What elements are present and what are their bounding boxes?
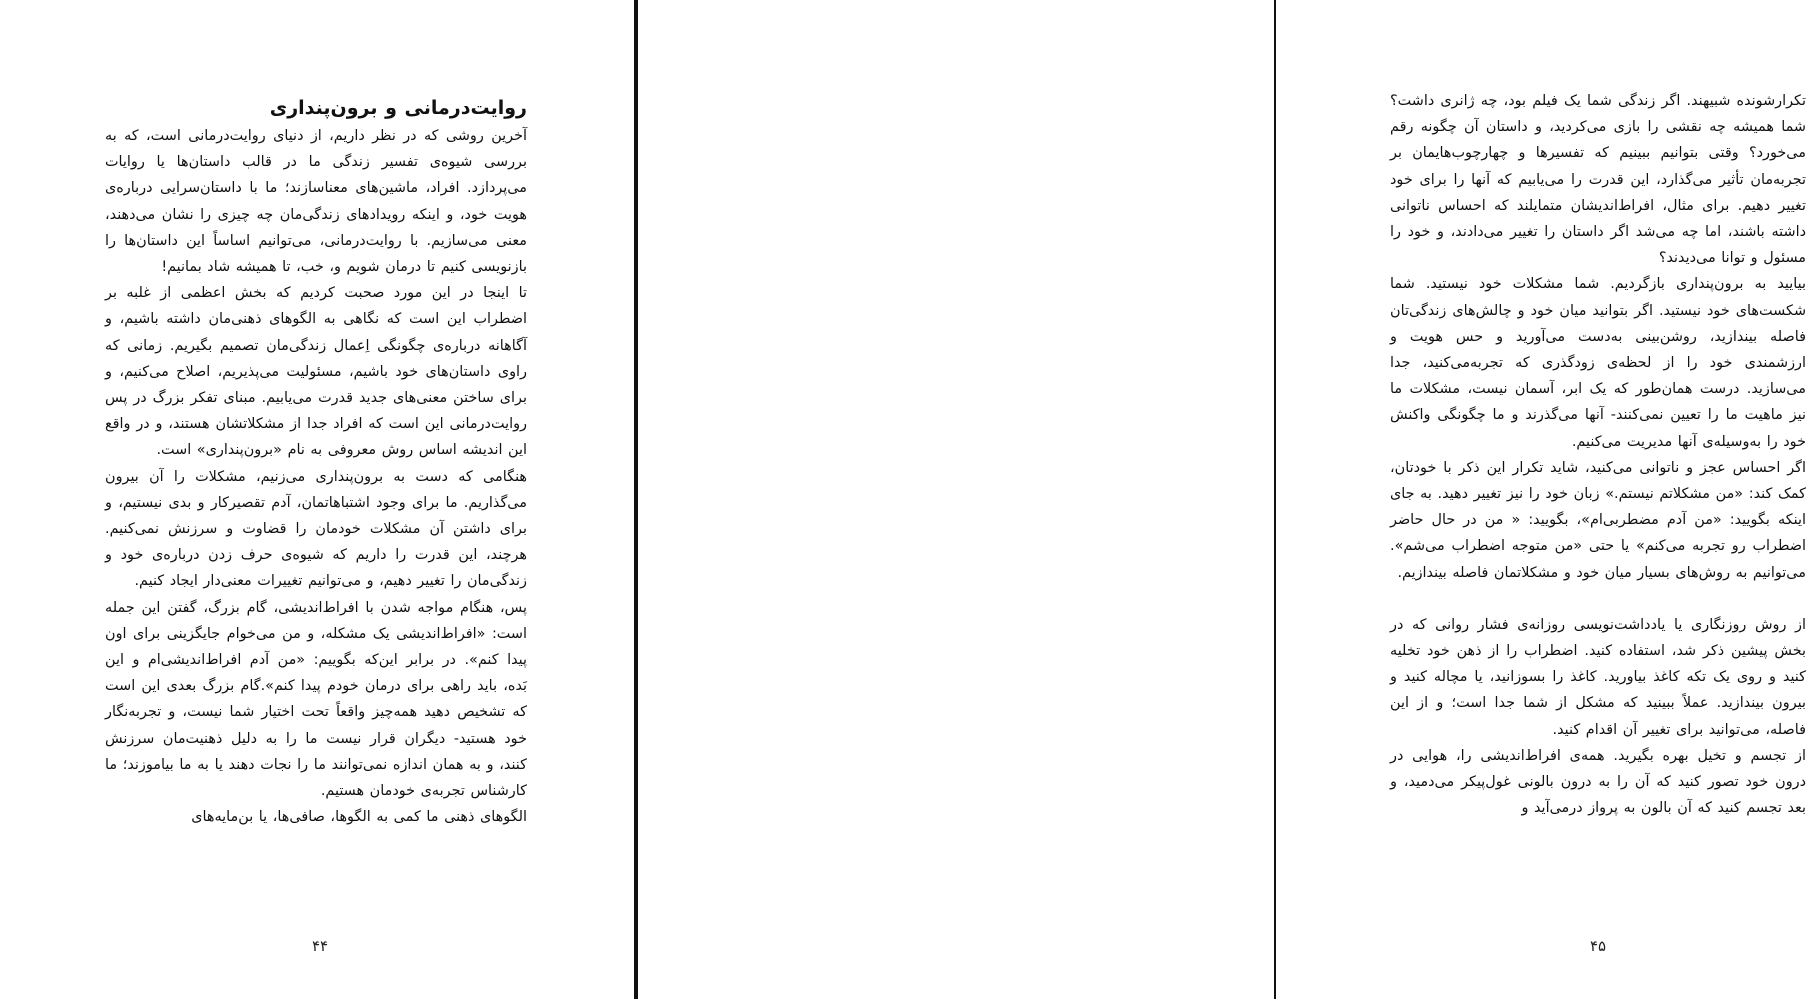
paragraph: تکرارشونده شبیهند. اگر زندگی شما یک فیلم بود، چه ژانری داشت؟ شما همیشه چه نقشی را بازی می‌کردید، و داستان آن چگونه رقم می‌خورد؟ وقتی بتوانیم ببینیم که تفسیرها و چهارچوب‌هایمان بر تجربه‌مان تأثیر می‌گذارد، این قدرت را می‌یابیم که آنها را برای خود تغییر دهیم. برای مثال، افراط‌اندیشان متمایلند که احساس ناتوانی داشته باشند، اما چه می‌شد اگر داستان را تغییر می‌دادند، و خود را مسئول و توانا می‌دیدند؟: [1390, 93, 1806, 267]
page-number: ۴۵: [1589, 937, 1607, 955]
paragraph: پس، هنگام مواجه شدن با افراط‌اندیشی، گام بزرگ، گفتن این جمله است: «افراط‌اندیشی یک مشکله، و من می‌خوام جایگزینی برای اون پیدا کنم». در برابر این‌که بگوییم: «من آدم افراط‌اندیشی‌ام و این بَده، باید راهی برای درمان خودم پیدا کنم».گام بزرگ بعدی این است که تشخیص دهید همه‌چیز واقعاً تحت اختیار شما نیست، و تجربه‌نگار خود هستید- دیگران قرار نیست ما را به دلیل ذهنیت‌مان سرزنش کنند، و به همان اندازه نمی‌توانند ما را نجات دهند یا به ما بیاموزند؛ ما کارشناس تجربه‌ی خودمان هستیم.: [105, 599, 527, 800]
right-page: [638, 0, 1806, 999]
page-number: ۴۴: [311, 937, 329, 955]
right-page-body: [1390, 88, 1806, 821]
paragraph: از روش روزنگاری یا یادداشت‌نویسی روزانه‌ی فشار روانی که در بخش پیشین ذکر شد، استفاده کنید. اضطراب را از ذهن خود تخلیه کنید و روی یک تکه کاغذ بیاورید. کاغذ را بسوزانید، یا مچاله کنید و بیرون بیندازید. عملاً ببینید که مشکل از شما جدا است؛ و از این فاصله، می‌توانید برای تغییر آن اقدام کنید.: [1390, 616, 1806, 738]
paragraph: از تجسم و تخیل بهره بگیرید. همه‌ی افراط‌اندیشی را، هوایی در درون خود تصور کنید که آن را به درون بالونی غول‌پیکر می‌دمید، و بعد تجسم کنید که آن بالون به پرواز درمی‌آید و: [1390, 747, 1806, 817]
paragraph: الگوهای ذهنی ما کمی به الگوها، صافی‌ها، یا بن‌مایه‌های: [191, 809, 527, 826]
left-page: [0, 0, 634, 999]
page-edge: [1274, 0, 1276, 999]
paragraph: تا اینجا در این مورد صحبت کردیم که بخش اعظمی از غلبه بر اضطراب این است که نگاهی به الگوهای ذهنی‌مان داشته باشیم، و آگاهانه درباره‌ی چگونگی اِعمال زندگی‌مان تصمیم بگیریم. زمانی که راوی داستان‌های خود باشیم، مسئولیت می‌پذیریم، اصلاح می‌کنیم، و برای ساختن معنی‌های جدید قدرت می‌یابیم. مبنای تفکر بزرگ در پس روایت‌درمانی این است که افراد جدا از مشکلاتشان هستند، و در واقع این اندیشه اساس روش معروفی به نام «برون‌پنداری» است.: [105, 285, 527, 459]
paragraph: هنگامی که دست به برون‌پنداری می‌زنیم، مشکلات را آن بیرون می‌گذاریم. ما برای وجود اشتباهاتمان، آدم تقصیرکار و بدی نیستیم، و برای داشتن آن مشکلات خودمان را قضاوت و سرزنش نمی‌کنیم. هرچند، این قدرت را داریم که شیوه‌ی حرف زدن درباره‌ی خود و زندگی‌مان را تغییر دهیم، و می‌توانیم تغییرات معنی‌دار ایجاد کنیم.: [105, 468, 527, 590]
left-page-body: [105, 93, 527, 830]
paragraph: آخرین روشی که در نظر داریم، از دنیای روایت‌درمانی است، که به بررسی شیوه‌ی تفسیر زندگی ما در قالب داستان‌ها یا روایات می‌پردازد. افراد، ماشین‌های معناسازند؛ ما با داستان‌سرایی درباره‌ی هویت خود، و اینکه رویدادهای زندگی‌مان چه چیزی را نشان می‌دهند، معنی می‌سازیم. با روایت‌درمانی، می‌توانیم اساساً این داستان‌ها را بازنویسی کنیم تا درمان شویم و، خب، تا همیشه شاد بمانیم!: [105, 128, 527, 276]
paragraph: بیایید به برون‌پنداری بازگردیم. شما مشکلات خود نیستید. شما شکست‌های خود نیستید. اگر بتوانید میان خود و چالش‌های زندگی‌تان فاصله بیندازید، روشن‌بینی به‌دست می‌آورید و حس هویت و ارزشمندی خود را از لحظه‌ی زودگذری که تجربه‌می‌کنید، جدا می‌سازید. درست همان‌طور که یک ابر، آسمان نیست، مشکلات ما نیز ماهیت ما را تعیین نمی‌کنند- آنها می‌گذرند و ما چگونگی واکنش خود را به‌وسیله‌ی آنها مدیریت می‌کنیم.: [1390, 276, 1806, 450]
section-heading: روایت‌درمانی و برون‌پنداری: [269, 97, 527, 119]
paragraph: اگر احساس عجز و ناتوانی می‌کنید، شاید تکرار این ذکر با خودتان، کمک کند: «من مشکلاتم نیستم.» زبان خود را نیز تغییر دهید. به جای اینکه بگویید: «من آدم مضطربی‌ام»، بگویید: « من در حال حاضر اضطراب رو تجربه می‌کنم» یا حتی «من متوجه اضطراب می‌شم». می‌توانیم به روش‌های بسیار میان خود و مشکلاتمان فاصله بیندازیم.: [1390, 459, 1806, 581]
